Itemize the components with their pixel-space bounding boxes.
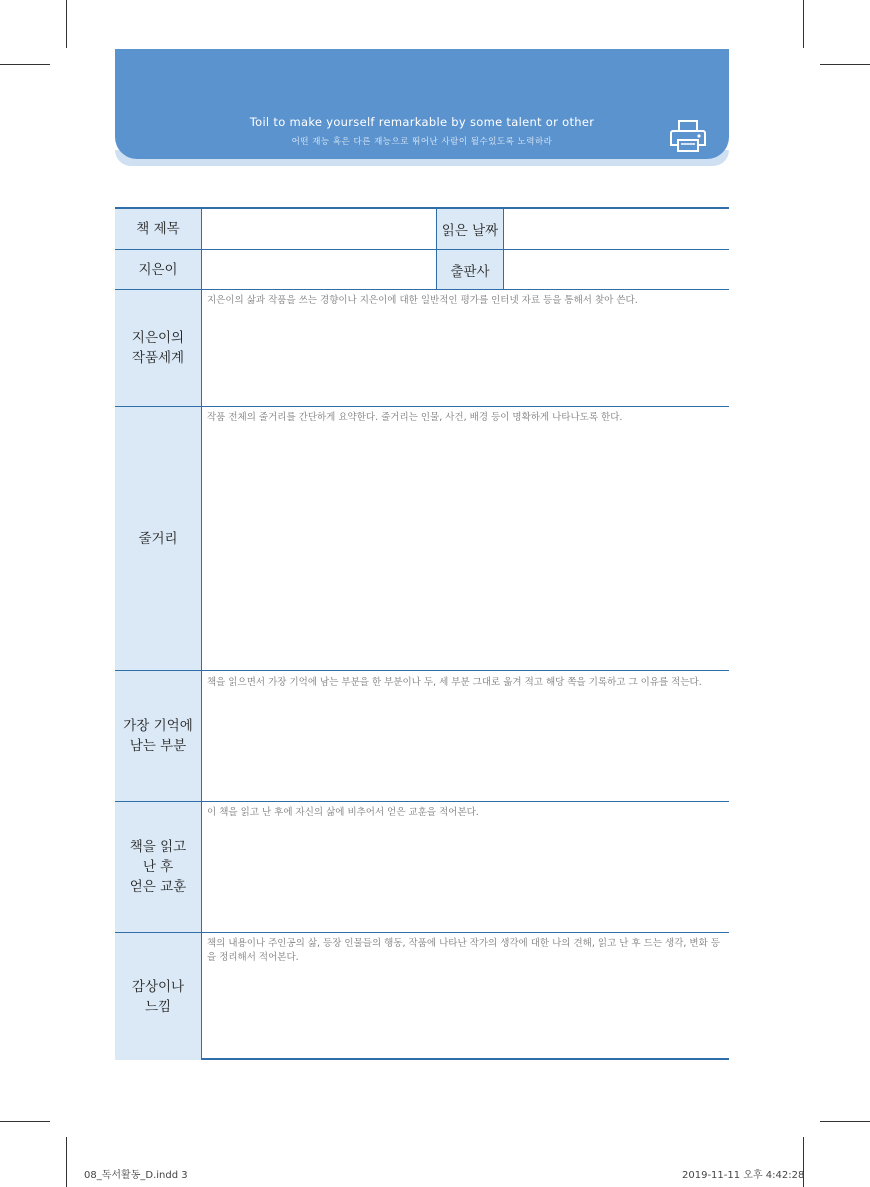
publisher-label: 출판사 — [437, 250, 503, 289]
label-line: 작품세계 — [131, 350, 185, 366]
label-line: 가장 기억에 — [123, 718, 193, 734]
printer-icon — [669, 119, 707, 153]
label-line: 책을 읽고 — [129, 839, 187, 855]
plot-hint: 작품 전체의 줄거리를 간단하게 요약한다. 줄거리는 인물, 사건, 배경 등이 명확하게 나타나도록 한다. — [207, 412, 623, 423]
crop-mark — [66, 1137, 67, 1187]
impression-hint: 책의 내용이나 주인공의 삶, 등장 인물들의 행동, 작품에 나타난 작가의 생각에 대한 나의 견해, 읽고 난 후 드는 생각, 변화 등을 정리해서 적어본다. — [207, 938, 720, 963]
label-line: 감상이나 — [131, 978, 185, 995]
header-banner — [115, 49, 729, 159]
read-date-label: 읽은 날짜 — [437, 209, 503, 249]
label-line: 지은이의 — [131, 330, 185, 346]
crop-mark — [820, 1121, 870, 1122]
lesson-hint: 이 책을 읽고 난 후에 자신의 삶에 비추어서 얻은 교훈을 적어본다. — [207, 807, 479, 818]
author-works-label — [115, 290, 201, 406]
row-divider — [115, 249, 729, 250]
crop-mark — [66, 0, 67, 48]
label-line: 느낌 — [144, 998, 172, 1015]
author-works-hint: 지은이의 삶과 작품을 쓰는 경향이나 지은이에 대한 일반적인 평가를 인터넷 자료 등을 통해서 찾아 쓴다. — [207, 295, 638, 306]
footer-filename: 08_독서활동_D.indd 3 — [84, 1170, 188, 1181]
motto-korean: 어떤 재능 혹은 다른 재능으로 뛰어난 사람이 될수있도록 노력하라 — [291, 137, 553, 147]
lesson-label — [115, 802, 201, 932]
impression-label — [115, 933, 201, 1060]
book-title-label: 책 제목 — [136, 221, 180, 237]
row-divider — [115, 801, 729, 802]
row-divider — [115, 932, 729, 933]
label-line: 남는 부분 — [129, 738, 187, 754]
memorable-label — [115, 671, 201, 801]
crop-mark — [820, 64, 870, 65]
footer-timestamp: 2019-11-11 오후 4:42:28 — [682, 1170, 805, 1181]
row-divider — [115, 289, 729, 290]
row-divider — [115, 406, 729, 407]
crop-mark — [0, 1121, 50, 1122]
memorable-hint: 책을 읽으면서 가장 기억에 남는 부분을 한 부분이나 두, 세 부분 그대로 옮겨 적고 해당 쪽을 기록하고 그 이유를 적는다. — [207, 677, 702, 688]
crop-mark — [803, 0, 804, 48]
label-line: 난 후 — [142, 859, 174, 875]
author-label: 지은이 — [138, 261, 178, 278]
label-line: 얻은 교훈 — [129, 879, 187, 895]
plot-label: 줄거리 — [138, 530, 178, 547]
row-divider — [115, 670, 729, 671]
crop-mark — [0, 64, 50, 65]
book-report-form — [115, 207, 729, 1060]
motto-english: Toil to make yourself remarkable by some talent or other — [249, 115, 595, 129]
